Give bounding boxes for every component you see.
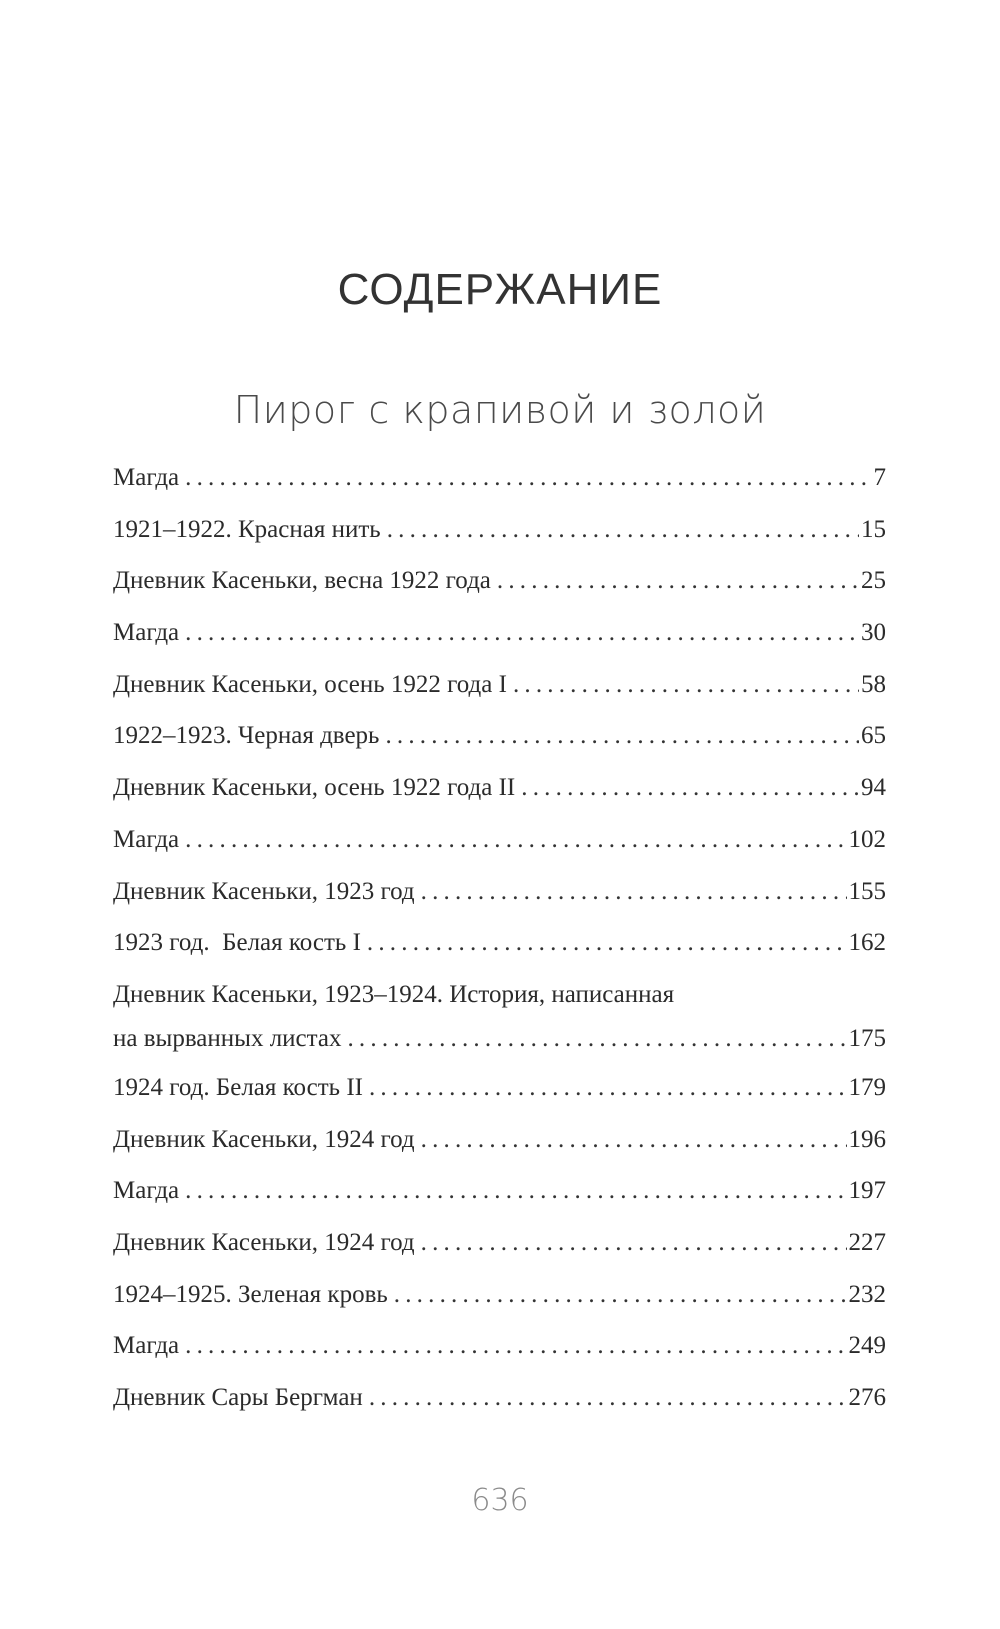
toc-entry-title-line2: на вырванных листах: [113, 1024, 342, 1052]
toc-entry-title: Дневник Касеньки, 1924 год: [113, 1228, 415, 1256]
toc-entry-title: Магда: [113, 1177, 180, 1205]
toc-entry: [113, 662, 886, 714]
toc-entry-title: 1923 год. Белая кость I: [113, 929, 361, 957]
dot-leader: [421, 877, 847, 907]
toc-entry: [113, 869, 886, 921]
toc-entry-page: 102: [848, 825, 886, 853]
toc-entry-page: 25: [861, 567, 886, 595]
toc-entry: [113, 972, 886, 1065]
contents-heading: СОДЕРЖАНИЕ: [337, 265, 663, 314]
toc-entry-page: 65: [861, 722, 886, 750]
dot-leader: [513, 670, 859, 700]
toc-entry: [113, 1168, 886, 1220]
toc-entry: [113, 1065, 886, 1117]
toc-entry-page: 196: [848, 1125, 886, 1153]
toc-entry: [113, 1375, 886, 1427]
toc-entry: [113, 817, 886, 869]
dot-leader: [369, 1383, 847, 1413]
toc-entry-title: Магда: [113, 619, 180, 647]
dot-leader: [394, 1280, 847, 1310]
toc-entry-page: 58: [861, 670, 886, 698]
toc-entry-title: Дневник Сары Бергман: [113, 1384, 363, 1411]
dot-leader: [185, 1176, 846, 1206]
dot-leader: [521, 773, 859, 803]
toc-entry-title-line1: Дневник Касеньки, 1923–1924. История, написанная: [113, 980, 675, 1008]
toc-entry-page: 94: [861, 774, 886, 802]
dot-leader: [347, 1024, 846, 1054]
toc-entry: [113, 920, 886, 972]
dot-leader: [185, 618, 859, 648]
dot-leader: [185, 463, 871, 493]
toc-entry: [113, 713, 886, 765]
toc-entry-page: 276: [848, 1384, 886, 1411]
toc-entry: [113, 1272, 886, 1324]
toc-entry-page: 197: [848, 1177, 886, 1205]
toc-entry-page: 7: [873, 464, 886, 491]
toc-entry-title: Дневник Касеньки, 1923 год: [113, 877, 415, 905]
dot-leader: [185, 1331, 846, 1361]
dot-leader: [497, 566, 859, 596]
dot-leader: [185, 825, 846, 855]
page-number: 636: [471, 1483, 529, 1518]
toc-entry-title: Дневник Касеньки, осень 1922 года II: [113, 774, 516, 802]
toc-entry-page: 155: [848, 877, 886, 905]
toc-entry: [113, 610, 886, 662]
toc-entry-title: 1922–1923. Черная дверь: [113, 722, 380, 750]
toc-entry-page: 249: [848, 1332, 886, 1360]
toc-entry: [113, 1117, 886, 1169]
toc-entry-page: 179: [848, 1073, 886, 1101]
toc-entry-title: Дневник Касеньки, осень 1922 года I: [113, 670, 507, 698]
toc-entry-page: 175: [848, 1024, 886, 1052]
toc-entry-page: 162: [848, 929, 886, 957]
toc-entry-title: Дневник Касеньки, 1924 год: [113, 1125, 415, 1153]
toc-entry-page: 227: [848, 1228, 886, 1256]
dot-leader: [421, 1125, 847, 1155]
toc-entry: [113, 455, 886, 507]
toc-entry-title: Дневник Касеньки, весна 1922 года: [113, 567, 491, 595]
toc-entry: [113, 1323, 886, 1375]
toc-entry-title: 1924–1925. Зеленая кровь: [113, 1280, 388, 1308]
dot-leader: [369, 1073, 847, 1103]
toc-entry-title: Магда: [113, 464, 180, 491]
dot-leader: [385, 721, 859, 751]
part-title: Пирог с крапивой и золой: [233, 388, 767, 432]
toc-entry-title: Магда: [113, 825, 180, 853]
toc-entry: [113, 765, 886, 817]
toc-entry-second-line: [113, 1024, 886, 1054]
toc-entry: [113, 507, 886, 559]
toc-entry-title: 1921–1922. Красная нить: [113, 515, 381, 543]
dot-leader: [421, 1228, 847, 1258]
toc-entry: [113, 558, 886, 610]
table-of-contents: [113, 455, 886, 1427]
toc-entry-page: 30: [861, 619, 886, 647]
toc-entry-page: 232: [848, 1280, 886, 1308]
toc-entry-page: 15: [861, 515, 886, 543]
toc-entry-title: Магда: [113, 1332, 180, 1360]
dot-leader: [367, 928, 847, 958]
dot-leader: [387, 515, 859, 545]
toc-entry: [113, 1220, 886, 1272]
toc-entry-title: 1924 год. Белая кость II: [113, 1073, 363, 1101]
